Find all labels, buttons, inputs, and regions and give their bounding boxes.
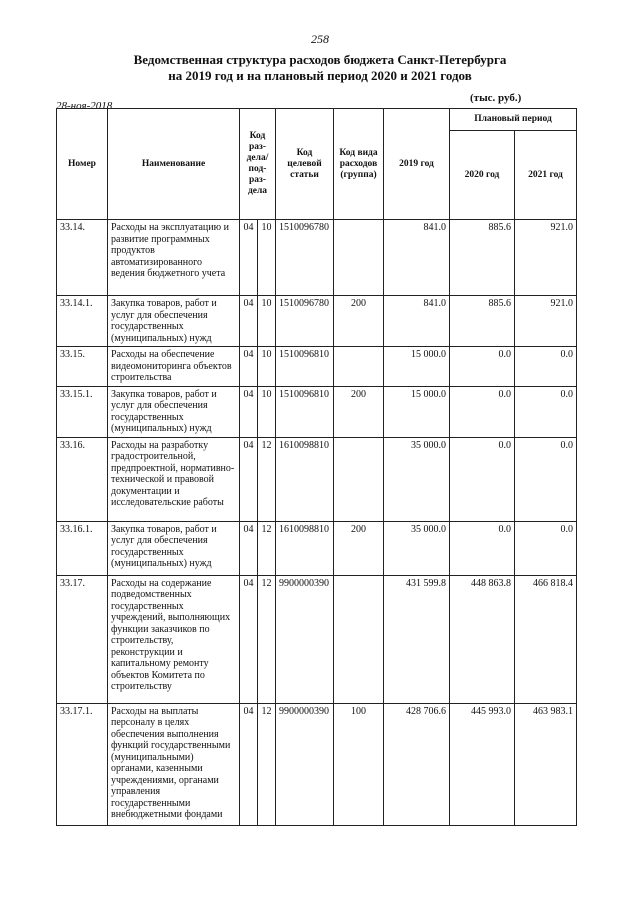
row-value-2020: 0.0 bbox=[450, 437, 515, 521]
row-value-2021: 463 983.1 bbox=[515, 703, 577, 825]
row-target-code: 1510096780 bbox=[276, 220, 334, 296]
row-target-code: 1610098810 bbox=[276, 521, 334, 575]
header-planned-period: Плановый период bbox=[450, 109, 577, 131]
page-number: 258 bbox=[311, 32, 329, 46]
row-value-2020: 885.6 bbox=[450, 296, 515, 347]
row-expense-type bbox=[334, 347, 384, 387]
row-name: Расходы на разработку градостроительной, предпроектной, нормативно-технической и правовой документации и исследовательские работы bbox=[108, 437, 240, 521]
header-number: Номер bbox=[57, 109, 108, 220]
row-value-2021: 0.0 bbox=[515, 437, 577, 521]
table-row bbox=[57, 437, 577, 521]
header-target: Код целевой статьи bbox=[276, 109, 334, 220]
row-expense-type: 200 bbox=[334, 296, 384, 347]
row-value-2021: 466 818.4 bbox=[515, 575, 577, 703]
row-value-2021: 0.0 bbox=[515, 521, 577, 575]
header-2021: 2021 год bbox=[515, 131, 577, 220]
header-section: Код раз-дела/ под-раз-дела bbox=[240, 109, 276, 220]
row-value-2020: 0.0 bbox=[450, 347, 515, 387]
header-2019: 2019 год bbox=[384, 109, 450, 220]
table-row bbox=[57, 703, 577, 825]
row-section: 04 bbox=[240, 703, 258, 825]
row-expense-type bbox=[334, 220, 384, 296]
row-subsection: 10 bbox=[258, 386, 276, 437]
row-value-2019: 841.0 bbox=[384, 220, 450, 296]
document-date: 28-ноя-2018 bbox=[56, 100, 113, 112]
row-section: 04 bbox=[240, 575, 258, 703]
row-value-2021: 921.0 bbox=[515, 296, 577, 347]
row-value-2021: 0.0 bbox=[515, 386, 577, 437]
row-expense-type: 200 bbox=[334, 386, 384, 437]
row-subsection: 10 bbox=[258, 347, 276, 387]
row-number: 33.15.1. bbox=[57, 386, 108, 437]
row-value-2019: 841.0 bbox=[384, 296, 450, 347]
table-row bbox=[57, 386, 577, 437]
row-number: 33.14.1. bbox=[57, 296, 108, 347]
row-value-2020: 448 863.8 bbox=[450, 575, 515, 703]
row-name: Расходы на содержание подведомственных государственных учреждений, выполняющих функции заказчиков по строительству, реконструкции и капитальному ремонту объектов Комитета по строительству bbox=[108, 575, 240, 703]
row-number: 33.15. bbox=[57, 347, 108, 387]
row-target-code: 1610098810 bbox=[276, 437, 334, 521]
row-section: 04 bbox=[240, 220, 258, 296]
title-line-2: на 2019 год и на плановый период 2020 и 2021 годов bbox=[168, 68, 472, 83]
row-number: 33.17.1. bbox=[57, 703, 108, 825]
row-number: 33.16.1. bbox=[57, 521, 108, 575]
row-number: 33.16. bbox=[57, 437, 108, 521]
row-target-code: 1510096780 bbox=[276, 296, 334, 347]
row-subsection: 12 bbox=[258, 703, 276, 825]
row-section: 04 bbox=[240, 521, 258, 575]
row-expense-type bbox=[334, 575, 384, 703]
row-name: Расходы на обеспечение видеомониторинга объектов строительства bbox=[108, 347, 240, 387]
row-name: Закупка товаров, работ и услуг для обеспечения государственных (муниципальных) нужд bbox=[108, 296, 240, 347]
row-value-2021: 0.0 bbox=[515, 347, 577, 387]
row-expense-type: 100 bbox=[334, 703, 384, 825]
row-name: Расходы на выплаты персоналу в целях обеспечения выполнения функций государственными (муниципальными) органами, казенными учреждениями, органами управления государственными внебюджетными фондами bbox=[108, 703, 240, 825]
row-section: 04 bbox=[240, 296, 258, 347]
row-value-2019: 35 000.0 bbox=[384, 437, 450, 521]
table-row bbox=[57, 521, 577, 575]
row-target-code: 1510096810 bbox=[276, 347, 334, 387]
row-section: 04 bbox=[240, 437, 258, 521]
row-subsection: 10 bbox=[258, 296, 276, 347]
row-number: 33.17. bbox=[57, 575, 108, 703]
header-2020: 2020 год bbox=[450, 131, 515, 220]
row-target-code: 9900000390 bbox=[276, 575, 334, 703]
row-expense-type: 200 bbox=[334, 521, 384, 575]
row-subsection: 12 bbox=[258, 575, 276, 703]
document-title bbox=[60, 52, 580, 84]
header-name: Наименование bbox=[108, 109, 240, 220]
row-name: Расходы на эксплуатацию и развитие программных продуктов автоматизированного ведения бюджетного учета bbox=[108, 220, 240, 296]
row-expense-type bbox=[334, 437, 384, 521]
row-section: 04 bbox=[240, 347, 258, 387]
row-value-2019: 428 706.6 bbox=[384, 703, 450, 825]
row-value-2019: 15 000.0 bbox=[384, 347, 450, 387]
table-row bbox=[57, 347, 577, 387]
row-number: 33.14. bbox=[57, 220, 108, 296]
row-value-2019: 15 000.0 bbox=[384, 386, 450, 437]
units-label: (тыс. руб.) bbox=[470, 92, 522, 104]
row-value-2020: 445 993.0 bbox=[450, 703, 515, 825]
row-subsection: 12 bbox=[258, 437, 276, 521]
budget-table bbox=[56, 108, 577, 826]
row-value-2020: 0.0 bbox=[450, 521, 515, 575]
row-target-code: 9900000390 bbox=[276, 703, 334, 825]
header-expense-type: Код вида расходов (группа) bbox=[334, 109, 384, 220]
table-row bbox=[57, 575, 577, 703]
row-subsection: 10 bbox=[258, 220, 276, 296]
table-row bbox=[57, 220, 577, 296]
title-line-1: Ведомственная структура расходов бюджета Санкт-Петербурга bbox=[133, 52, 507, 67]
row-name: Закупка товаров, работ и услуг для обеспечения государственных (муниципальных) нужд bbox=[108, 386, 240, 437]
row-name: Закупка товаров, работ и услуг для обеспечения государственных (муниципальных) нужд bbox=[108, 521, 240, 575]
row-subsection: 12 bbox=[258, 521, 276, 575]
row-target-code: 1510096810 bbox=[276, 386, 334, 437]
row-value-2020: 885.6 bbox=[450, 220, 515, 296]
row-value-2019: 35 000.0 bbox=[384, 521, 450, 575]
row-value-2021: 921.0 bbox=[515, 220, 577, 296]
row-value-2019: 431 599.8 bbox=[384, 575, 450, 703]
row-value-2020: 0.0 bbox=[450, 386, 515, 437]
row-section: 04 bbox=[240, 386, 258, 437]
table-row bbox=[57, 296, 577, 347]
